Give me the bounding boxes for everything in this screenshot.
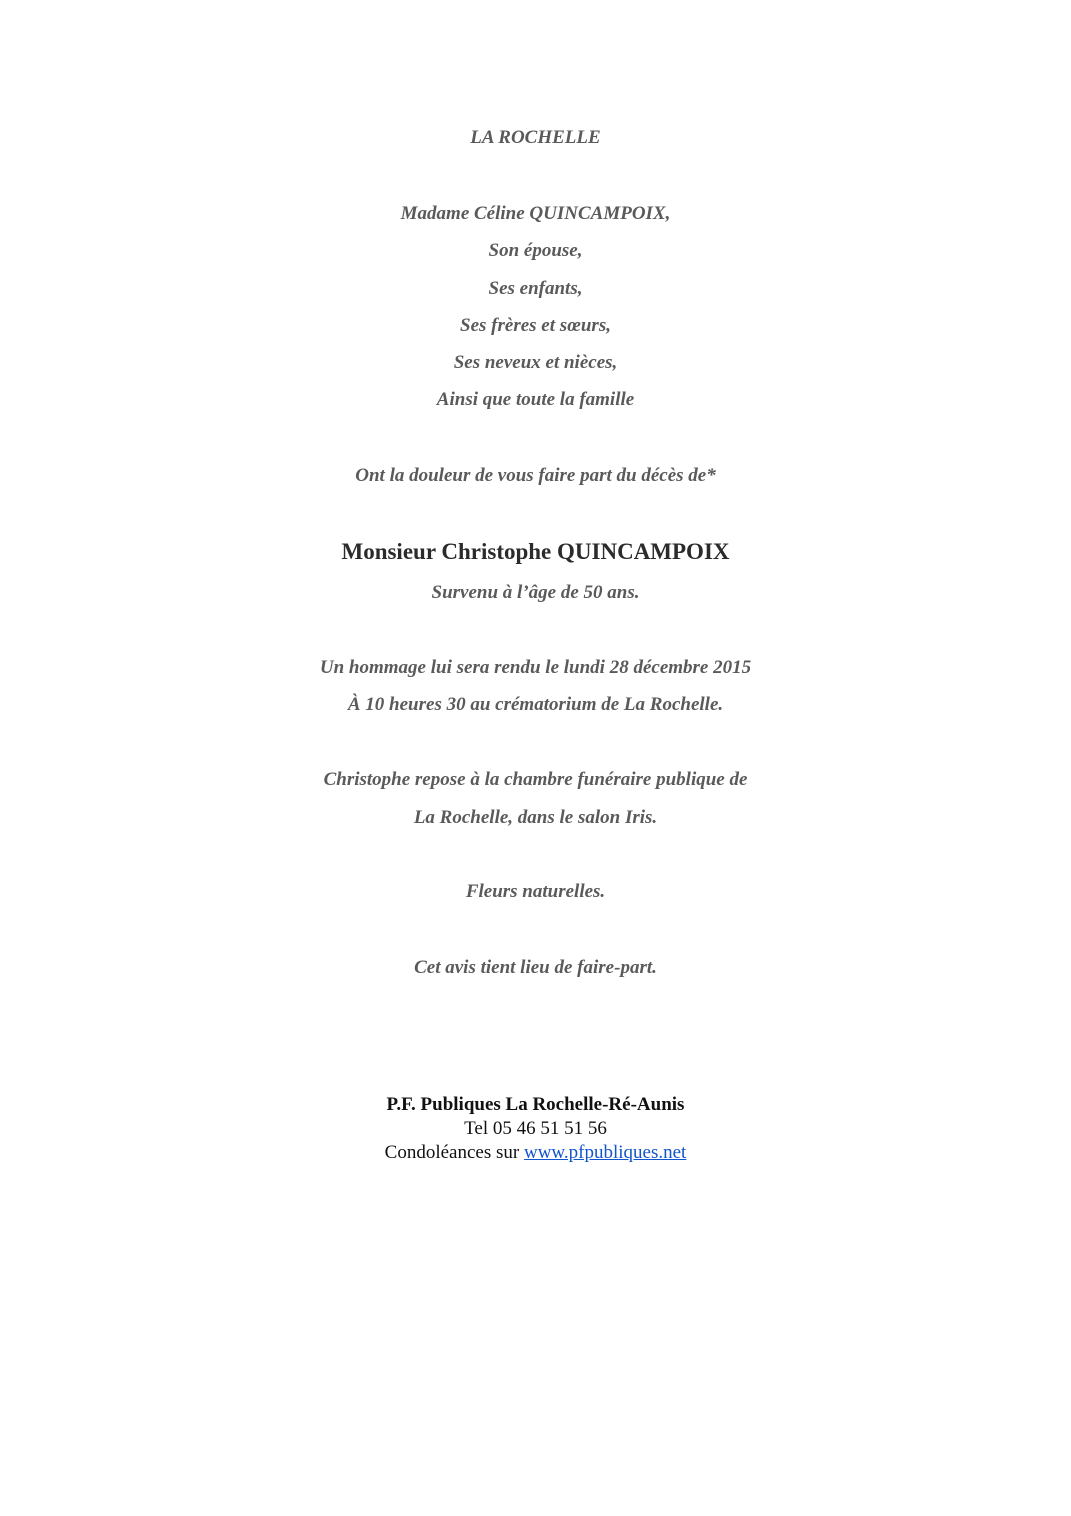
rest-place-line-1: Christophe repose à la chambre funéraire publique de [323, 769, 748, 790]
family-line-spouse-name: Madame Céline QUINCAMPOIX, [400, 203, 671, 224]
city-heading: LA ROCHELLE [470, 127, 601, 148]
rest-place-line-2: La Rochelle, dans le salon Iris. [413, 807, 658, 828]
family-line-children: Ses enfants, [488, 278, 583, 299]
website-link[interactable]: www.pfpubliques.net [523, 1142, 687, 1163]
announcement-line: Ont la douleur de vous faire part du décès de* [355, 465, 716, 486]
ceremony-line-date: Un hommage lui sera rendu le lundi 28 décembre 2015 [319, 657, 752, 678]
family-line-spouse: Son épouse, [488, 240, 583, 261]
family-line-siblings: Ses frères et sœurs, [460, 315, 611, 336]
deceased-name: Monsieur Christophe QUINCAMPOIX [341, 539, 730, 564]
flowers-line: Fleurs naturelles. [465, 881, 606, 902]
ceremony-line-place: À 10 heures 30 au crématorium de La Rochelle. [347, 694, 724, 715]
condolences-prefix: Condoléances sur [384, 1142, 524, 1163]
age-line: Survenu à l’âge de 50 ans. [431, 582, 640, 603]
funeral-company-name: P.F. Publiques La Rochelle-Ré-Aunis [386, 1094, 685, 1115]
family-line-nephews: Ses neveux et nièces, [453, 352, 618, 373]
notice-note-line: Cet avis tient lieu de faire-part. [414, 957, 657, 978]
funeral-company-phone: Tel 05 46 51 51 56 [464, 1118, 607, 1139]
condolences-line [0, 1141, 1071, 1165]
family-line-whole-family: Ainsi que toute la famille [436, 389, 635, 410]
